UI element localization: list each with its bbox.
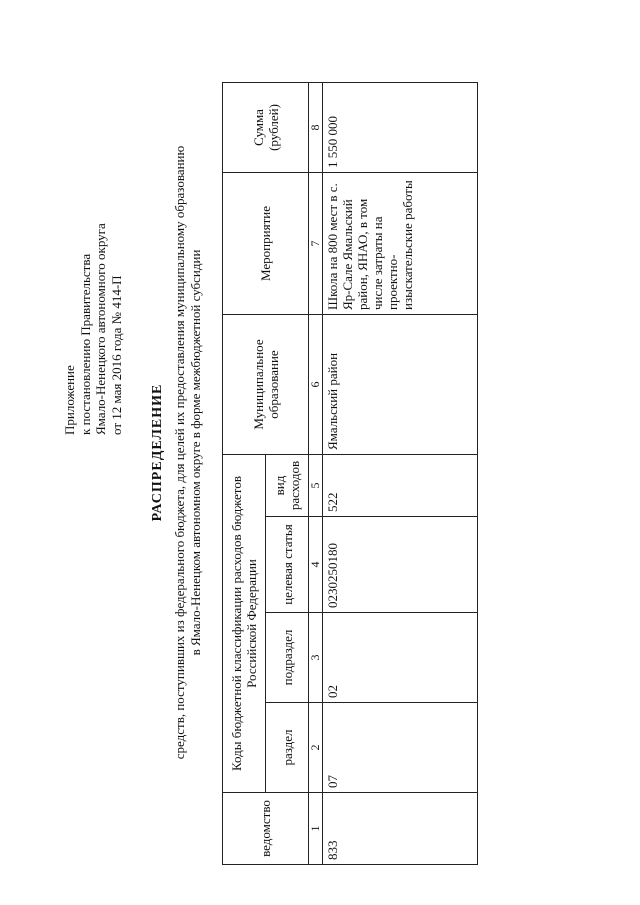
- header-expense-type: вид расходов: [266, 455, 309, 517]
- header-budget-codes: Коды бюджетной классификации расходов бюджетов Российской Федерации: [223, 455, 266, 793]
- column-number: 6: [309, 315, 323, 455]
- column-number: 8: [309, 83, 323, 173]
- column-number: 2: [309, 703, 323, 793]
- cell-agency: 833: [323, 793, 478, 865]
- subtitle-line: в Ямало-Ненецком автономном округе в форме межбюджетной субсидии: [188, 249, 203, 656]
- cell-expense-type: 522: [323, 455, 478, 517]
- document-subtitle: [172, 0, 204, 905]
- column-number: 7: [309, 173, 323, 315]
- appendix-line: Ямало-Ненецкого автономного округа: [93, 223, 108, 435]
- header-amount: Сумма (рублей): [223, 83, 309, 173]
- header-event: Мероприятие: [223, 173, 309, 315]
- cell-subsection: 02: [323, 613, 478, 703]
- cell-event: Школа на 800 мест в с. Яр-Сале Ямальский район, ЯНАО, в том числе затраты на проектно-изыскательские работы: [323, 173, 478, 315]
- column-number: 1: [309, 793, 323, 865]
- column-number: 3: [309, 613, 323, 703]
- distribution-table: [222, 82, 478, 865]
- cell-section: 07: [323, 703, 478, 793]
- cell-municipality: Ямальский район: [323, 315, 478, 455]
- header-municipality: Муниципальное образование: [223, 315, 309, 455]
- appendix-line: к постановлению Правительства: [77, 253, 93, 435]
- header-agency: ведомство: [223, 793, 309, 865]
- appendix-line: Приложение: [62, 365, 77, 435]
- document-title: РАСПРЕДЕЛЕНИЕ: [150, 383, 165, 522]
- appendix-line: от 12 мая 2016 года № 414-П: [108, 275, 124, 435]
- subtitle-line: средств, поступивших из федерального бюджета, для целей их предоставления муниципальному образованию: [172, 145, 187, 760]
- header-subsection: подраздел: [266, 613, 309, 703]
- header-section: раздел: [266, 703, 309, 793]
- cell-target: 0230250180: [323, 517, 478, 613]
- column-number: 5: [309, 455, 323, 517]
- header-target: целевая статья: [266, 517, 309, 613]
- cell-amount: 1 550 000: [323, 83, 478, 173]
- column-number: 4: [309, 517, 323, 613]
- appendix-header: [62, 223, 124, 435]
- column-number-row: [309, 83, 323, 865]
- table-row: [323, 83, 478, 865]
